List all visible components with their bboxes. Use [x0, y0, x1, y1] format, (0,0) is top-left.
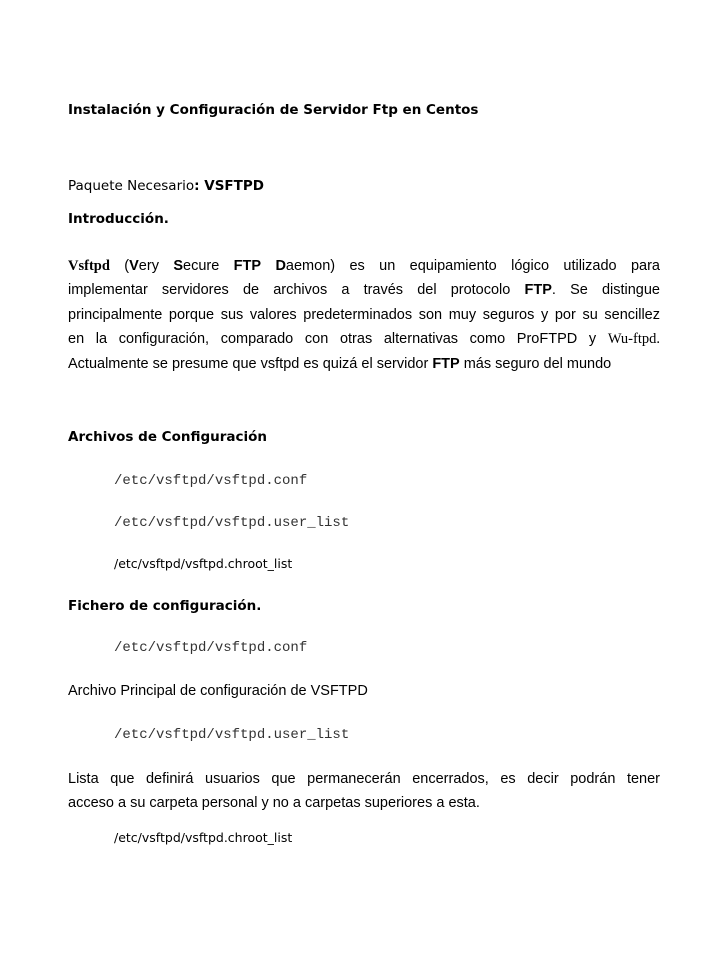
config-files-heading: Archivos de Configuración: [68, 429, 268, 445]
intro-paragraph: [68, 254, 660, 376]
package-separator: :: [194, 178, 205, 194]
intro-text-run: ery: [138, 258, 174, 274]
intro-line: [68, 352, 660, 376]
user-list-path: /etc/vsftpd/vsftpd.user_list: [114, 727, 350, 743]
user-list-description: [68, 767, 660, 816]
intro-text-run: . Se distingue: [551, 282, 660, 299]
user-list-desc-line: Lista que definirá usuarios que permanecerán encerrados, es decir podrán tener: [68, 771, 660, 787]
user-list-desc-line: acceso a su carpeta personal y no a carpetas superiores a esta.: [68, 795, 480, 812]
intro-line: [68, 303, 660, 327]
document-title: Instalación y Configuración de Servidor Ftp en Centos: [68, 102, 479, 118]
intro-text-run: más seguro del mundo: [459, 355, 612, 372]
conf-path: /etc/vsftpd/vsftpd.conf: [114, 640, 308, 656]
config-path-chroot-list: /etc/vsftpd/vsftpd.chroot_list: [114, 556, 293, 571]
package-value: VSFTPD: [204, 178, 264, 194]
intro-line: [68, 327, 660, 351]
intro-text-run: Vsftpd: [68, 258, 110, 274]
intro-text-run: Actualmente se presume que vsftpd es quizá el servidor: [68, 355, 433, 372]
package-line: [68, 177, 660, 195]
intro-text-run: S: [173, 258, 183, 274]
intro-line: [68, 254, 660, 278]
intro-text-run: Wu-ftpd.: [607, 331, 660, 348]
intro-text-run: D: [275, 258, 286, 274]
intro-text-run: FTP: [432, 355, 460, 372]
intro-text-run: en la configuración, comparado con otras alternativas como ProFTPD y: [68, 331, 608, 348]
intro-text-run: [261, 258, 275, 274]
chroot-path: /etc/vsftpd/vsftpd.chroot_list: [114, 830, 293, 845]
intro-text-run: principalmente porque sus valores predeterminados son muy seguros y por su sencillez: [68, 306, 660, 323]
config-section-heading: Fichero de configuración.: [68, 598, 262, 614]
intro-text-run: implementar servidores de archivos a través del protocolo: [68, 282, 525, 299]
config-path-user-list: /etc/vsftpd/vsftpd.user_list: [114, 515, 350, 531]
intro-text-run: FTP: [524, 282, 552, 299]
intro-line: [68, 278, 660, 302]
intro-text-run: ecure: [183, 258, 234, 274]
intro-text-run: (: [109, 258, 130, 274]
intro-text-run: aemon) es un equipamiento lógico utilizado para: [285, 258, 660, 274]
intro-text-run: FTP: [233, 258, 262, 274]
intro-heading: Introducción.: [68, 211, 169, 227]
conf-description: Archivo Principal de configuración de VSFTPD: [68, 683, 368, 699]
intro-text-run: V: [129, 258, 139, 274]
package-label: Paquete Necesario: [68, 178, 195, 194]
config-path-conf: /etc/vsftpd/vsftpd.conf: [114, 473, 308, 489]
